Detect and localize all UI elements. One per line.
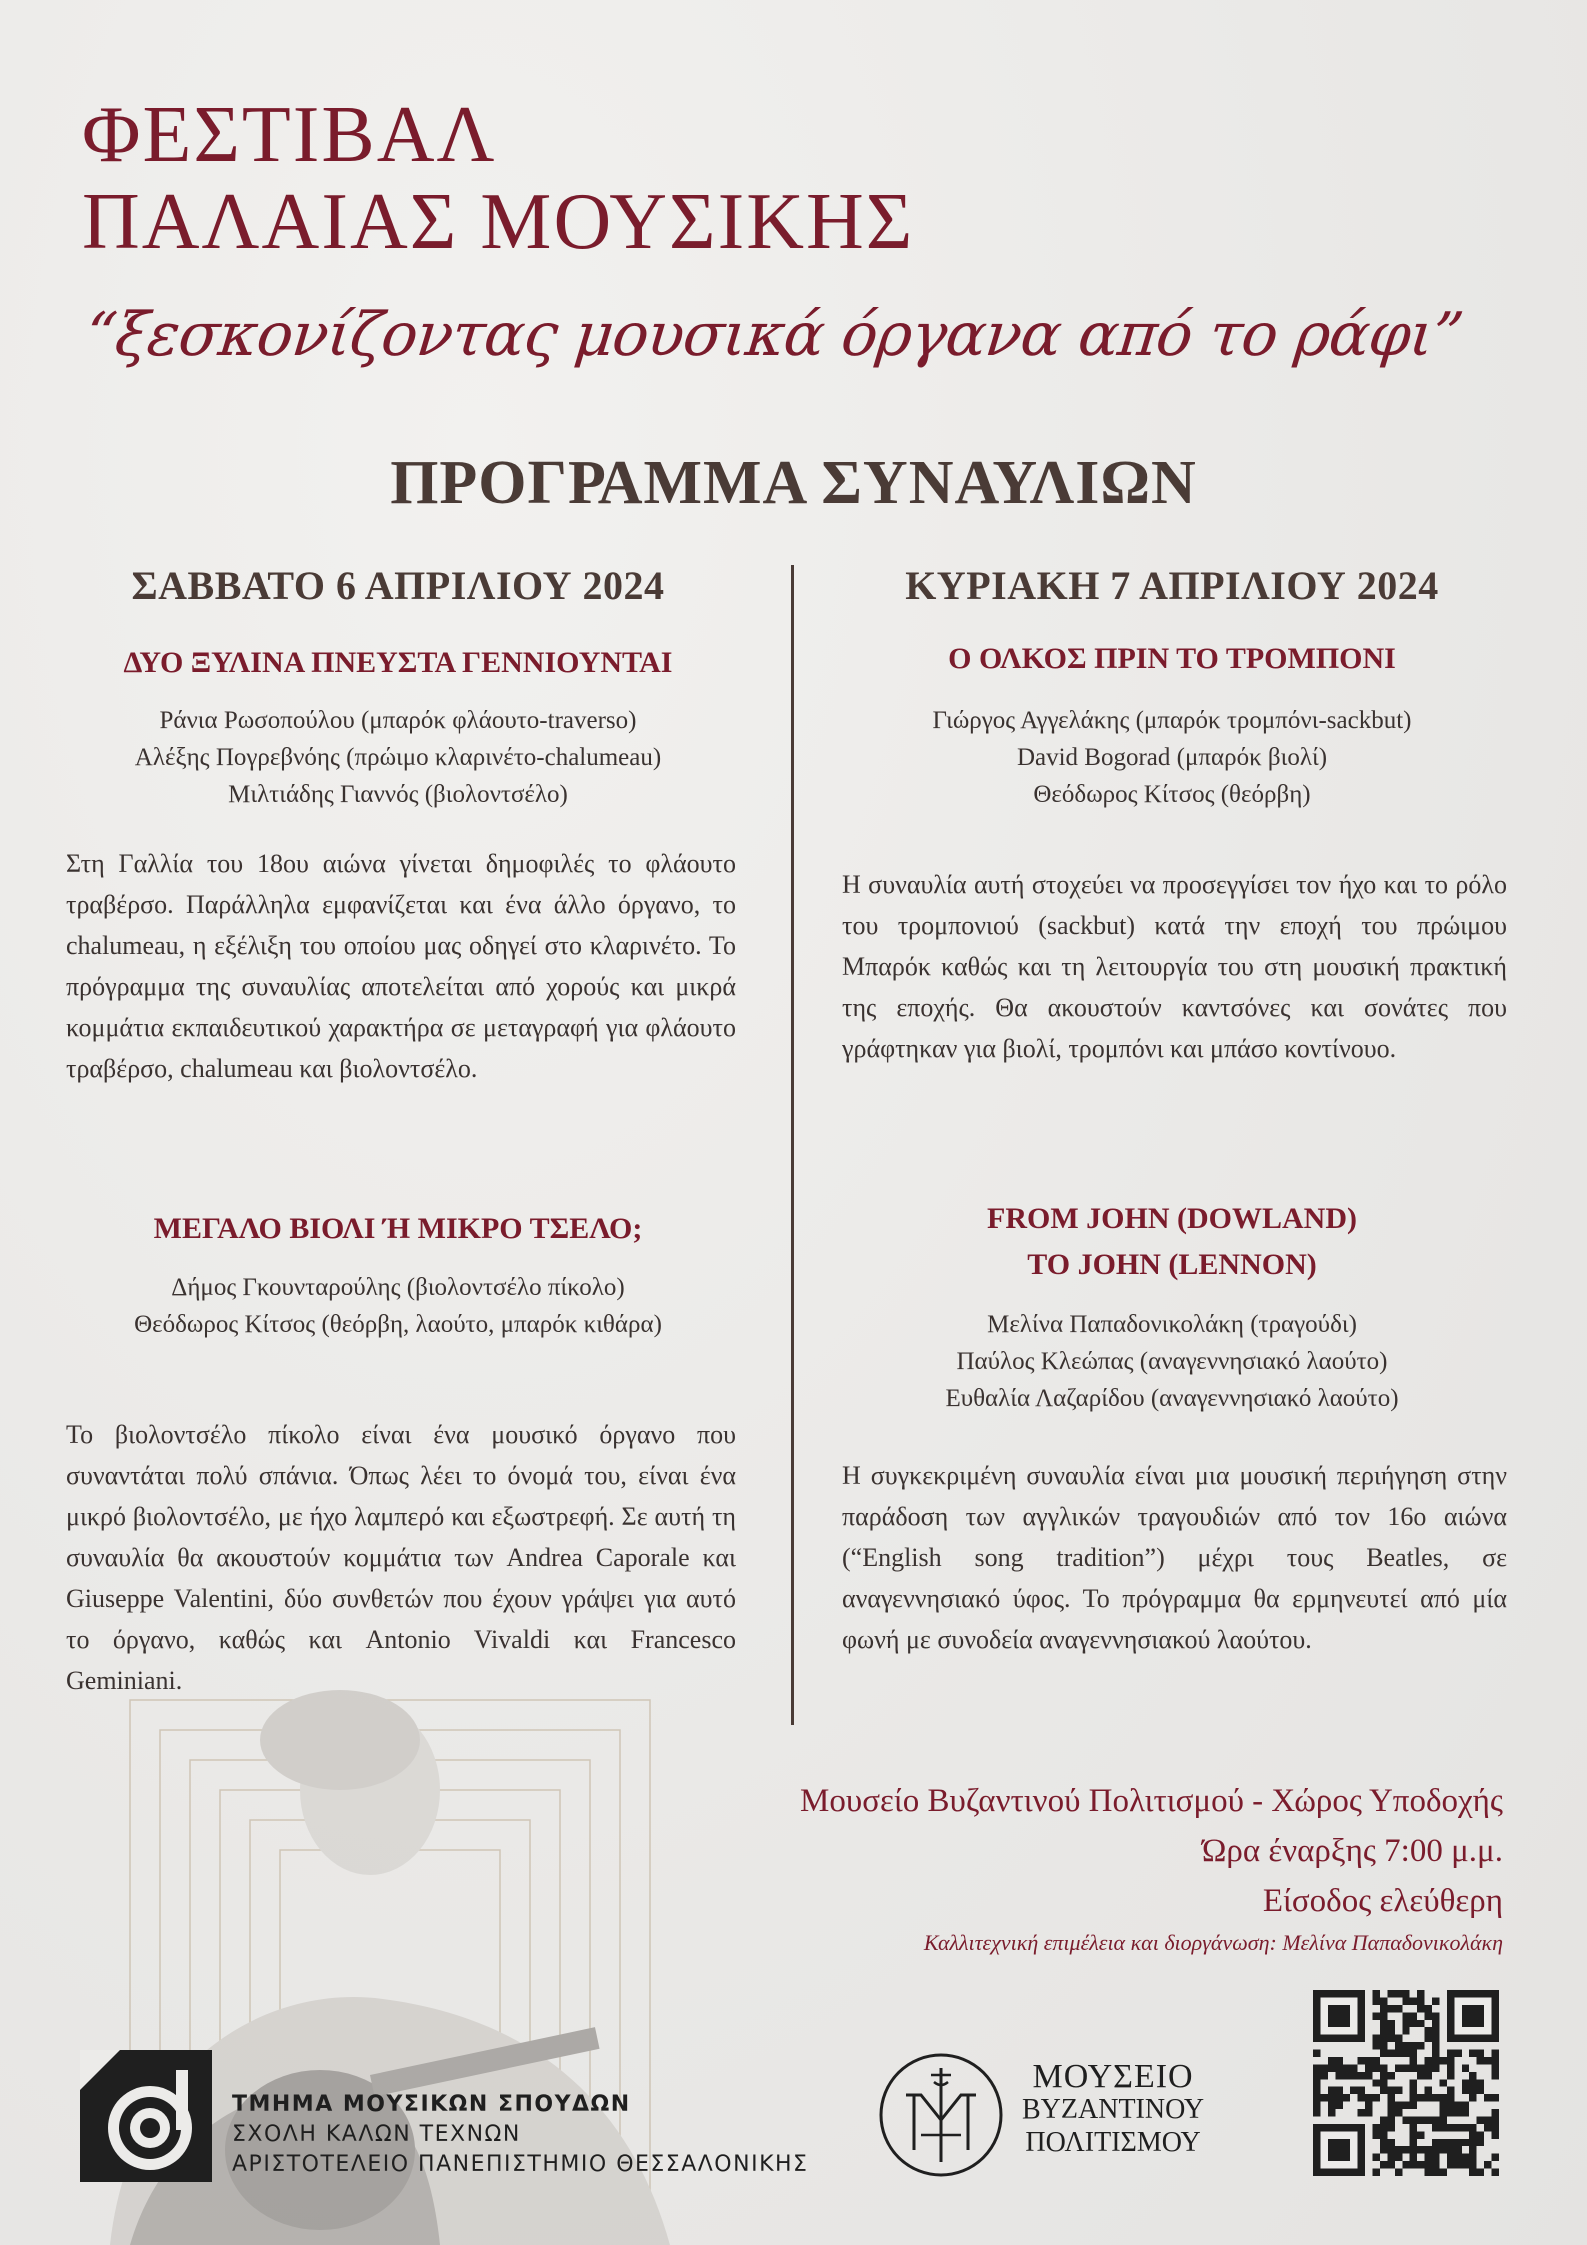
museum-name-line2: ΒΥΖΑΝΤΙΝΟΥ [1022,2094,1205,2125]
festival-subtitle: “ξεσκονίζοντας μουσικά όργανα από το ράφι” [82,300,1466,370]
museum-name [1022,2060,1204,2159]
sunday-concert2-title-line2: TO JOHN (LENNON) [1027,1248,1317,1281]
program-title: ΠΡΟΓΡΑΜΜΑ ΣΥΝΑΥΛΙΩΝ [390,449,1197,517]
saturday-date-heading: ΣΑΒΒΑΤΟ 6 ΑΠΡΙΛΙΟΥ 2024 [131,563,665,608]
qr-code-icon[interactable] [1313,1990,1499,2176]
venue-text: Μουσείο Βυζαντινού Πολιτισμού - Χώρος Υποδοχής [800,1783,1503,1819]
performer: Δήμος Γκουνταρούλης (βιολοντσέλο πίκολο) [171,1274,625,1301]
performer: Ράνια Ρωσοπούλου (μπαρόκ φλάουτο-traverso) [159,707,637,734]
sunday-concert2-title [832,1196,1512,1288]
performer: Μιλτιάδης Γιαννός (βιολοντσέλο) [228,781,568,808]
festival-title-line1: ΦΕΣΤΙΒΑΛ [82,91,497,179]
column-divider [791,565,794,1725]
performer: Ευθαλία Λαζαρίδου (αναγεννησιακό λαούτο) [945,1385,1399,1412]
museum-name-line1: ΜΟΥΣΕΙΟ [1032,2058,1194,2095]
sunday-concert2-description: Η συγκεκριμένη συναυλία είναι μια μουσική περιήγηση στην παράδοση των αγγλικών τραγουδιών από τον 16ο αιώνα (“English song tradition”) μέχρι τους Beatles, σε αναγεννησιακό ύφος. Το πρόγραμμα θα ερμηνευτεί από μία φωνή με συνοδεία αναγεννησιακού λαούτου. [842,1461,1507,1654]
museum-name-line3: ΠΟΛΙΤΙΣΜΟΥ [1025,2127,1201,2158]
curation-credit: Καλλιτεχνική επιμέλεια και διοργάνωση: Μελίνα Παπαδονικολάκη [923,1930,1503,1955]
music-dept-logo-icon [80,2050,212,2182]
performer: Μελίνα Παπαδονικολάκη (τραγούδι) [987,1311,1357,1338]
sunday-concert1-description: Η συναυλία αυτή στοχεύει να προσεγγίσει τον ήχο και το ρόλο του τρομπονιού (sackbut) κατά την εποχή του πρώιμου Μπαρόκ καθώς και τη λειτουργία του στη μουσική πρακτική της εποχής. Θα ακουστούν καντσόνες και σονάτες που γράφτηκαν για βιολί, τρομπόνι και μπάσο κοντίνουο. [842,870,1507,1063]
saturday-concert2-performers [58,1269,738,1343]
sunday-concert2-performers [832,1306,1512,1417]
sunday-concert1-title: Ο ΟΛΚΟΣ ΠΡΙΝ ΤΟ ΤΡΟΜΠΟΝΙ [948,642,1396,675]
sunday-date-heading: ΚΥΡΙΑΚΗ 7 ΑΠΡΙΛΙΟΥ 2024 [905,563,1439,608]
saturday-concert2-title: ΜΕΓΑΛΟ ΒΙΟΛΙ Ή ΜΙΚΡΟ ΤΣΕΛΟ; [153,1212,643,1245]
dept-name-line3: ΑΡΙΣΤΟΤΕΛΕΙΟ ΠΑΝΕΠΙΣΤΗΜΙΟ ΘΕΣΣΑΛΟΝΙΚΗΣ [232,2152,809,2177]
dept-name-line1: ΤΜΗΜΑ ΜΟΥΣΙΚΩΝ ΣΠΟΥΔΩΝ [232,2092,631,2117]
saturday-concert1-performers [58,702,738,813]
saturday-concert1-description: Στη Γαλλία του 18ου αιώνα γίνεται δημοφιλές το φλάουτο τραβέρσο. Παράλληλα εμφανίζεται και ένα άλλο όργανο, το chalumeau, η εξέλιξη του οποίου μας οδηγεί στο κλαρινέτο. Το πρόγραμμα της συναυλίας αποτελείται από χορούς και μικρά κομμάτια εκπαιδευτικού χαρακτήρα σε μεταγραφή για φλάουτο τραβέρσο, chalumeau και βιολοντσέλο. [66,849,736,1083]
byzantine-museum-logo-icon [876,2050,1006,2180]
performer: David Bogorad (μπαρόκ βιολί) [1016,744,1328,771]
performer: Θεόδωρος Κίτσος (θεόρβη) [1033,781,1311,808]
saturday-concert1-title: ΔΥΟ ΞΥΛΙΝΑ ΠΝΕΥΣΤΑ ΓΕΝΝΙΟΥΝΤΑΙ [123,646,673,679]
sunday-concert1-performers [832,702,1512,813]
performer: Γιώργος Αγγελάκης (μπαρόκ τρομπόνι-sackbut) [932,707,1412,734]
sunday-concert2-title-line1: FROM JOHN (DOWLAND) [987,1202,1357,1235]
saturday-concert2-description: Το βιολοντσέλο πίκολο είναι ένα μουσικό όργανο που συναντάται πολύ σπάνια. Όπως λέει το όνομά του, είναι ένα μικρό βιολοντσέλο, με ήχο λαμπερό και εξωστρεφή. Σε αυτή τη συναυλία θα ακουστούν κομμάτια των Andrea Caporale και Giuseppe Valentini, δύο συνθετών που έχουν γράψει για αυτό το όργανο, καθώς και Antonio Vivaldi και Francesco Geminiani. [66,1420,736,1695]
performer: Αλέξης Πογρεβνόης (πρώιμο κλαρινέτο-chalumeau) [134,744,662,771]
dept-name-line2: ΣΧΟΛΗ ΚΑΛΩΝ ΤΕΧΝΩΝ [232,2122,521,2147]
entry-text: Είσοδος ελεύθερη [1262,1883,1503,1919]
music-dept-name [232,2090,808,2180]
festival-title-line2: ΠΑΛΑΙΑΣ ΜΟΥΣΙΚΗΣ [82,178,915,266]
event-info [800,1776,1503,1926]
start-time-text: Ώρα έναρξης 7:00 μ.μ. [1201,1833,1503,1869]
performer: Παύλος Κλεώπας (αναγεννησιακό λαούτο) [956,1348,1388,1375]
performer: Θεόδωρος Κίτσος (θεόρβη, λαούτο, μπαρόκ κιθάρα) [134,1311,662,1338]
